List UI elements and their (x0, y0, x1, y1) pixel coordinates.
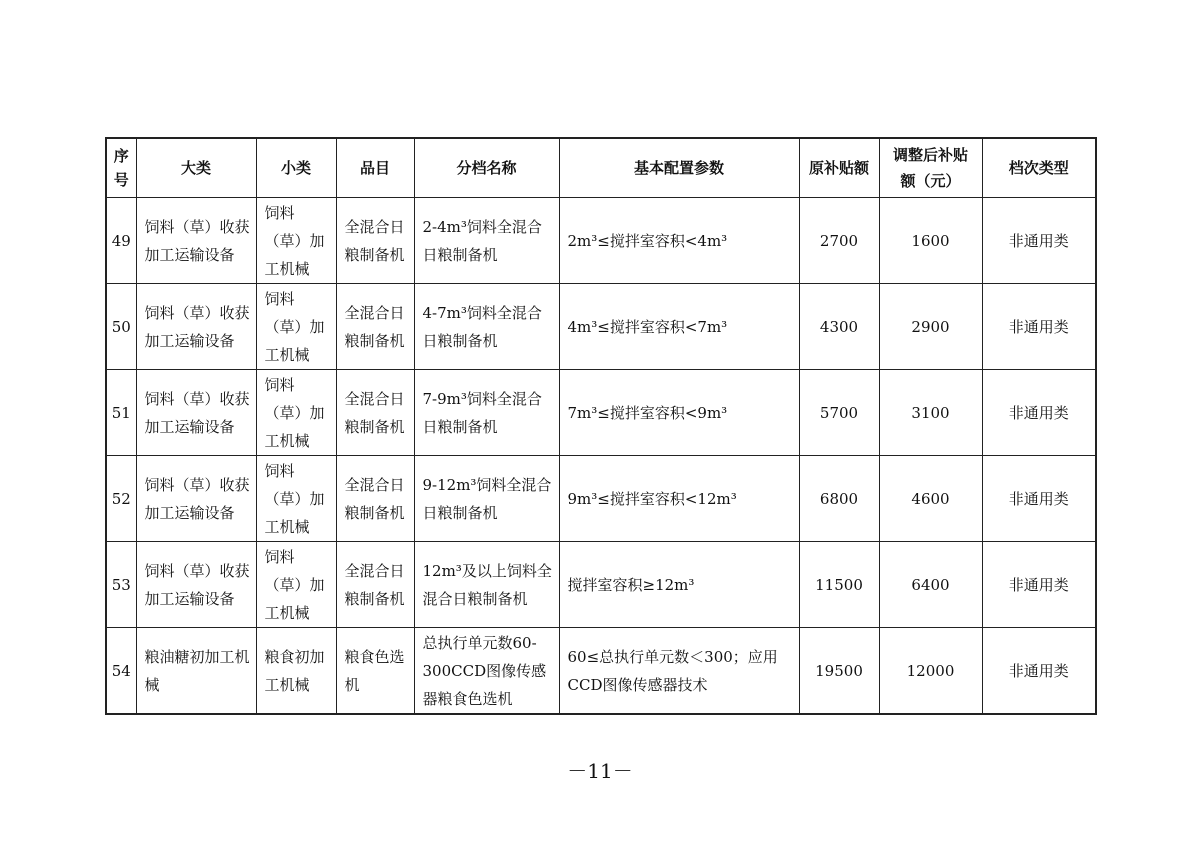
cell-tier-name: 2-4m³饲料全混合日粮制备机 (414, 198, 559, 284)
cell-seq: 49 (106, 198, 136, 284)
cell-tier-name: 12m³及以上饲料全混合日粮制备机 (414, 542, 559, 628)
cell-config: 2m³≤搅拌室容积<4m³ (559, 198, 799, 284)
cell-tier-type: 非通用类 (982, 628, 1096, 715)
cell-item: 粮食色选机 (336, 628, 414, 715)
cell-category: 饲料（草）收获加工运输设备 (136, 542, 256, 628)
cell-config: 7m³≤搅拌室容积<9m³ (559, 370, 799, 456)
cell-new-subsidy: 3100 (879, 370, 982, 456)
cell-new-subsidy: 1600 (879, 198, 982, 284)
header-tier-name: 分档名称 (414, 138, 559, 198)
subsidy-table (105, 137, 1097, 715)
cell-orig-subsidy: 4300 (799, 284, 879, 370)
cell-subcategory: 饲料（草）加工机械 (256, 542, 336, 628)
subsidy-table-container (105, 137, 1095, 715)
cell-category: 粮油糖初加工机械 (136, 628, 256, 715)
cell-tier-type: 非通用类 (982, 370, 1096, 456)
cell-seq: 51 (106, 370, 136, 456)
table-row (106, 542, 1096, 628)
table-row (106, 198, 1096, 284)
cell-new-subsidy: 4600 (879, 456, 982, 542)
header-seq: 序号 (106, 138, 136, 198)
header-category: 大类 (136, 138, 256, 198)
table-row (106, 370, 1096, 456)
table-row (106, 456, 1096, 542)
header-config: 基本配置参数 (559, 138, 799, 198)
cell-orig-subsidy: 6800 (799, 456, 879, 542)
cell-config: 4m³≤搅拌室容积<7m³ (559, 284, 799, 370)
cell-category: 饲料（草）收获加工运输设备 (136, 370, 256, 456)
cell-subcategory: 饲料（草）加工机械 (256, 370, 336, 456)
cell-tier-type: 非通用类 (982, 198, 1096, 284)
cell-seq: 53 (106, 542, 136, 628)
cell-item: 全混合日粮制备机 (336, 370, 414, 456)
header-tier-type: 档次类型 (982, 138, 1096, 198)
page-number: －11－ (567, 759, 633, 783)
cell-new-subsidy: 2900 (879, 284, 982, 370)
cell-tier-name: 7-9m³饲料全混合日粮制备机 (414, 370, 559, 456)
table-row (106, 284, 1096, 370)
cell-subcategory: 饲料（草）加工机械 (256, 198, 336, 284)
header-subcategory: 小类 (256, 138, 336, 198)
cell-new-subsidy: 12000 (879, 628, 982, 715)
cell-item: 全混合日粮制备机 (336, 284, 414, 370)
cell-new-subsidy: 6400 (879, 542, 982, 628)
cell-seq: 50 (106, 284, 136, 370)
cell-tier-name: 4-7m³饲料全混合日粮制备机 (414, 284, 559, 370)
header-orig-subsidy: 原补贴额 (799, 138, 879, 198)
cell-category: 饲料（草）收获加工运输设备 (136, 198, 256, 284)
cell-seq: 54 (106, 628, 136, 715)
cell-item: 全混合日粮制备机 (336, 542, 414, 628)
cell-orig-subsidy: 5700 (799, 370, 879, 456)
cell-subcategory: 饲料（草）加工机械 (256, 284, 336, 370)
cell-item: 全混合日粮制备机 (336, 198, 414, 284)
cell-orig-subsidy: 11500 (799, 542, 879, 628)
cell-tier-name: 总执行单元数60-300CCD图像传感器粮食色选机 (414, 628, 559, 715)
table-row (106, 628, 1096, 715)
cell-subcategory: 粮食初加工机械 (256, 628, 336, 715)
cell-tier-type: 非通用类 (982, 456, 1096, 542)
cell-config: 搅拌室容积≥12m³ (559, 542, 799, 628)
cell-tier-type: 非通用类 (982, 284, 1096, 370)
cell-config: 60≤总执行单元数＜300；应用CCD图像传感器技术 (559, 628, 799, 715)
cell-category: 饲料（草）收获加工运输设备 (136, 284, 256, 370)
cell-item: 全混合日粮制备机 (336, 456, 414, 542)
cell-orig-subsidy: 2700 (799, 198, 879, 284)
table-header-row (106, 138, 1096, 198)
cell-tier-type: 非通用类 (982, 542, 1096, 628)
cell-config: 9m³≤搅拌室容积<12m³ (559, 456, 799, 542)
header-new-subsidy: 调整后补贴额（元） (879, 138, 982, 198)
cell-tier-name: 9-12m³饲料全混合日粮制备机 (414, 456, 559, 542)
cell-category: 饲料（草）收获加工运输设备 (136, 456, 256, 542)
cell-seq: 52 (106, 456, 136, 542)
header-item: 品目 (336, 138, 414, 198)
cell-subcategory: 饲料（草）加工机械 (256, 456, 336, 542)
cell-orig-subsidy: 19500 (799, 628, 879, 715)
